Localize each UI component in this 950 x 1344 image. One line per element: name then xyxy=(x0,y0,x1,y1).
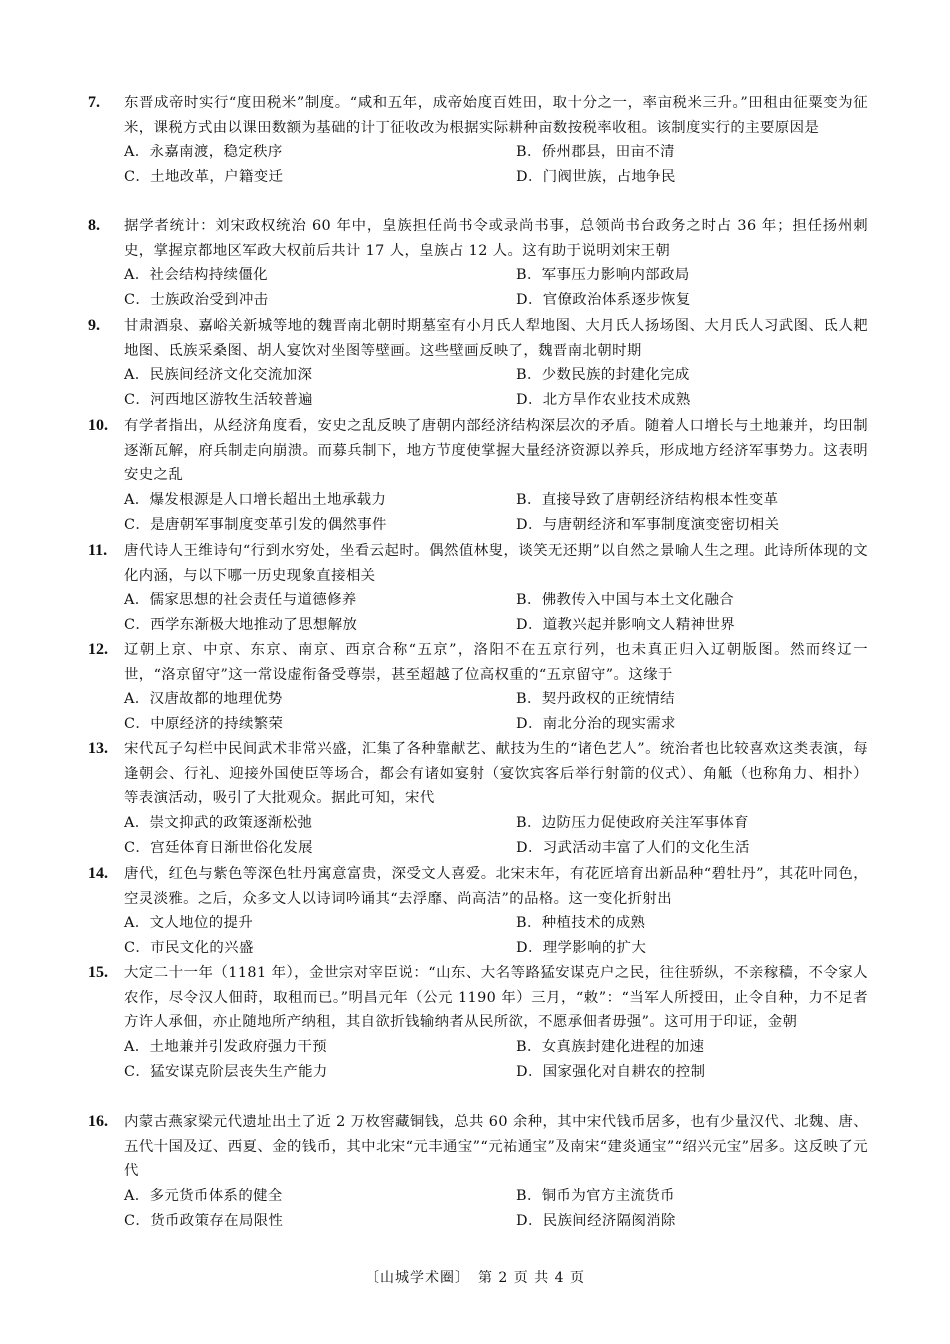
question-number: 8. xyxy=(88,217,100,234)
option-a: A．爆发根源是人口增长超出土地承载力 xyxy=(124,492,387,509)
option-d: D．理学影响的扩大 xyxy=(516,940,647,957)
question-15 xyxy=(88,961,868,1085)
question-16 xyxy=(88,1110,868,1234)
option-b: B．种植技术的成熟 xyxy=(516,915,646,932)
question-9 xyxy=(88,314,868,413)
option-b: B．铜币为官方主流货币 xyxy=(516,1188,675,1205)
question-7 xyxy=(88,91,868,190)
option-d: D．习武活动丰富了人们的文化生活 xyxy=(516,839,750,856)
option-b: B．军事压力影响内部政局 xyxy=(516,267,690,284)
option-a: A．汉唐故都的地理优势 xyxy=(124,691,283,708)
options xyxy=(124,811,868,860)
option-a: A．社会结构持续僵化 xyxy=(124,267,268,284)
option-d: D．国家强化对自耕农的控制 xyxy=(516,1063,706,1080)
option-c: C．河西地区游牧生活较普遍 xyxy=(124,392,313,409)
option-a: A．永嘉南渡，稳定秩序 xyxy=(124,144,283,161)
question-stem: 辽朝上京、中京、东京、南京、西京合称“五京”，洛阳不在五京行列，也未真正归入辽朝版图。然而终辽一世，“洛京留守”这一常设虚衔备受尊崇，甚至超越了位高权重的“五京留守”。这缘于 xyxy=(124,642,868,683)
option-c: C．土地改革，户籍变迁 xyxy=(124,169,284,186)
option-a: A．崇文抑武的政策逐渐松弛 xyxy=(124,815,313,832)
question-11 xyxy=(88,539,868,638)
option-a: A．文人地位的提升 xyxy=(124,915,254,932)
question-number: 14. xyxy=(88,865,108,882)
option-d: D．官僚政治体系逐步恢复 xyxy=(516,292,691,309)
option-a: A．民族间经济文化交流加深 xyxy=(124,367,313,384)
question-stem: 内蒙古燕家梁元代遗址出土了近 2 万枚窖藏铜钱，总共 60 余种，其中宋代钱币居多，也有少量汉代、北魏、唐、五代十国及辽、西夏、金的钱币，其中北宋“元丰通宝”“元祐通宝”及南宋“建炎通宝”“绍兴元宝”居多。这反映了元代 xyxy=(124,1114,868,1180)
question-stem: 宋代瓦子勾栏中民间武术非常兴盛，汇集了各种靠献艺、献技为生的“诸色艺人”。统治者也比较喜欢这类表演，每逢朝会、行礼、迎接外国使臣等场合，都会有诸如宴射（宴饮宾客后举行射箭的仪式）、角觝（也称角力、相扑）等表演活动，吸引了大批观众。据此可知，宋代 xyxy=(124,741,868,807)
options xyxy=(124,1184,868,1233)
question-stem: 东晋成帝时实行“度田税米”制度。“咸和五年，成帝始度百姓田，取十分之一，率亩税米三升。”田租由征粟变为征米，课税方式由以课田数额为基础的计丁征收改为根据实际耕种亩数按税率收租。该制度实行的主要原因是 xyxy=(124,95,868,136)
question-stem: 甘肃酒泉、嘉峪关新城等地的魏晋南北朝时期墓室有小月氏人犁地图、大月氏人扬场图、大月氏人习武图、氐人耙地图、氐族采桑图、胡人宴饮对坐图等壁画。这些壁画反映了，魏晋南北朝时期 xyxy=(124,318,868,359)
option-d: D．道教兴起并影响文人精神世界 xyxy=(516,617,736,634)
option-b: B．契丹政权的正统情结 xyxy=(516,691,675,708)
options xyxy=(124,1035,868,1084)
question-8 xyxy=(88,214,868,313)
question-14 xyxy=(88,862,868,961)
option-c: C．士族政治受到冲击 xyxy=(124,292,269,309)
question-12 xyxy=(88,638,868,737)
option-d: D．南北分治的现实需求 xyxy=(516,716,676,733)
options xyxy=(124,687,868,736)
option-c: C．市民文化的兴盛 xyxy=(124,940,254,957)
option-a: A．土地兼并引发政府强力干预 xyxy=(124,1039,328,1056)
options xyxy=(124,588,868,637)
question-stem: 大定二十一年（1181 年），金世宗对宰臣说：“山东、大名等路猛安谋克户之民，往往骄纵，不亲稼穑，不令家人农作，尽令汉人佃莳，取租而已。”明昌元年（公元 1190 年）三月，“敕”：“当军人所授田，止令自种，力不足者方许人承佃，亦止随地所产纳租，其自欲折钱输纳者从民所欲，不愿承佃者毋强”。这可用于印证，金朝 xyxy=(124,965,868,1031)
option-d: D．北方旱作农业技术成熟 xyxy=(516,392,691,409)
options xyxy=(124,911,868,960)
option-b: B．直接导致了唐朝经济结构根本性变革 xyxy=(516,492,779,509)
question-number: 10. xyxy=(88,417,108,434)
options xyxy=(124,263,868,312)
question-number: 11. xyxy=(88,542,108,559)
page-footer: 〔山城学术圈〕 第 2 页 共 4 页 xyxy=(364,1270,586,1286)
option-c: C．西学东渐极大地推动了思想解放 xyxy=(124,617,358,634)
option-b: B．侨州郡县，田亩不清 xyxy=(516,144,675,161)
question-number: 13. xyxy=(88,740,108,757)
question-number: 7. xyxy=(88,94,100,111)
option-c: C．是唐朝军事制度变革引发的偶然事件 xyxy=(124,516,387,533)
option-b: B．少数民族的封建化完成 xyxy=(516,367,690,384)
question-number: 16. xyxy=(88,1113,108,1130)
question-13 xyxy=(88,737,868,861)
question-stem: 据学者统计：刘宋政权统治 60 年中，皇族担任尚书令或录尚书事，总领尚书台政务之时占 36 年；担任扬州刺史，掌握京都地区军政大权前后共计 17 人，皇族占 12 人。这有助于说明刘宋王朝 xyxy=(124,218,868,259)
option-d: D．民族间经济隔阂消除 xyxy=(516,1212,676,1229)
question-number: 12. xyxy=(88,641,108,658)
question-number: 15. xyxy=(88,964,108,981)
option-b: B．女真族封建化进程的加速 xyxy=(516,1039,705,1056)
option-c: C．货币政策存在局限性 xyxy=(124,1212,284,1229)
question-10 xyxy=(88,414,868,538)
option-c: C．宫廷体育日渐世俗化发展 xyxy=(124,839,313,856)
option-a: A．儒家思想的社会责任与道德修养 xyxy=(124,592,357,609)
option-d: D．与唐朝经济和军事制度演变密切相关 xyxy=(516,516,780,533)
option-b: B．边防压力促使政府关注军事体育 xyxy=(516,815,749,832)
question-stem: 有学者指出，从经济角度看，安史之乱反映了唐朝内部经济结构深层次的矛盾。随着人口增长与土地兼并，均田制逐渐瓦解，府兵制走向崩溃。而募兵制下，地方节度使掌握大量经济资源以养兵，形成地方经济军事势力。这表明安史之乱 xyxy=(124,418,868,484)
question-stem: 唐代诗人王维诗句“行到水穷处，坐看云起时。偶然值林叟，谈笑无还期”以自然之景喻人生之理。此诗所体现的文化内涵，与以下哪一历史现象直接相关 xyxy=(124,543,868,584)
option-b: B．佛教传入中国与本土文化融合 xyxy=(516,592,735,609)
question-stem: 唐代，红色与紫色等深色牡丹寓意富贵，深受文人喜爱。北宋末年，有花匠培育出新品种“碧牡丹”，其花叶同色，空灵淡雅。之后，众多文人以诗词吟诵其“去浮靡、尚高洁”的品格。这一变化折射出 xyxy=(124,866,868,907)
options xyxy=(124,488,868,537)
options xyxy=(124,140,868,189)
option-c: C．中原经济的持续繁荣 xyxy=(124,716,284,733)
question-number: 9. xyxy=(88,317,100,334)
option-d: D．门阀世族，占地争民 xyxy=(516,169,676,186)
option-c: C．猛安谋克阶层丧失生产能力 xyxy=(124,1063,328,1080)
option-a: A．多元货币体系的健全 xyxy=(124,1188,283,1205)
options xyxy=(124,363,868,412)
